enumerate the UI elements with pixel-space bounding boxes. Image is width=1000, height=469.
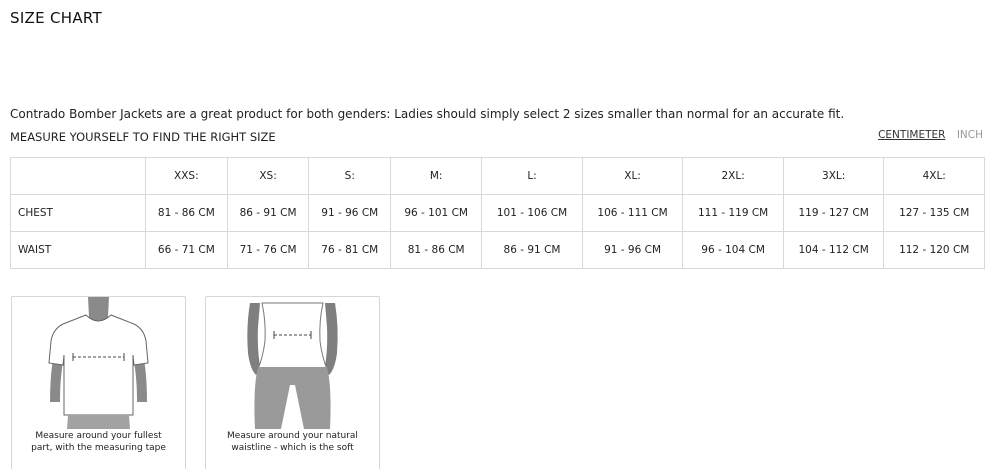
- table-cell: 81 - 86 CM: [391, 232, 482, 269]
- table-cell: 119 - 127 CM: [783, 195, 884, 232]
- unit-inch-button[interactable]: INCH: [956, 129, 983, 141]
- unit-centimeter-button[interactable]: CENTIMETER: [878, 129, 946, 141]
- table-header-cell: M:: [391, 158, 482, 195]
- table-cell: 86 - 91 CM: [227, 195, 309, 232]
- size-table: [10, 157, 985, 269]
- torso-shape: [258, 303, 327, 369]
- table-cell: 91 - 96 CM: [582, 232, 683, 269]
- chest-measurement-caption: [18, 430, 179, 454]
- unit-toggle: [878, 129, 983, 141]
- row-label-chest: CHEST: [11, 195, 146, 232]
- page-title: SIZE CHART: [10, 9, 102, 27]
- table-cell: 66 - 71 CM: [146, 232, 228, 269]
- right-arm-shape: [324, 303, 338, 375]
- table-header-cell: XXS:: [146, 158, 228, 195]
- trousers-shape: [254, 367, 330, 429]
- table-cell: 96 - 101 CM: [391, 195, 482, 232]
- table-header-row: [11, 158, 985, 195]
- table-header-cell: S:: [309, 158, 391, 195]
- caption-line: Measure around your fullest: [35, 431, 162, 441]
- waist-measurement-icon: [206, 297, 379, 429]
- tshirt-shape: [49, 315, 148, 415]
- waist-measurement-card: [205, 296, 380, 469]
- row-label-waist: WAIST: [11, 232, 146, 269]
- caption-line: part, with the measuring tape: [31, 443, 166, 453]
- table-cell: 76 - 81 CM: [309, 232, 391, 269]
- table-header-cell: 3XL:: [783, 158, 884, 195]
- measure-heading: MEASURE YOURSELF TO FIND THE RIGHT SIZE: [10, 130, 276, 144]
- table-cell: 111 - 119 CM: [683, 195, 784, 232]
- table-cell: 71 - 76 CM: [227, 232, 309, 269]
- waist-measurement-caption: [212, 430, 373, 454]
- table-row: [11, 195, 985, 232]
- table-header-cell: XS:: [227, 158, 309, 195]
- caption-line: Measure around your natural: [227, 431, 358, 441]
- table-header-cell: 4XL:: [884, 158, 985, 195]
- chest-measurement-card: [11, 296, 186, 469]
- table-cell: 86 - 91 CM: [482, 232, 583, 269]
- table-cell: 91 - 96 CM: [309, 195, 391, 232]
- table-header-cell: [11, 158, 146, 195]
- left-arm-shape: [247, 303, 261, 375]
- table-cell: 81 - 86 CM: [146, 195, 228, 232]
- table-cell: 104 - 112 CM: [783, 232, 884, 269]
- table-cell: 127 - 135 CM: [884, 195, 985, 232]
- chest-measurement-icon: [12, 297, 185, 429]
- table-cell: 106 - 111 CM: [582, 195, 683, 232]
- table-header-cell: XL:: [582, 158, 683, 195]
- caption-line: waistline - which is the soft: [231, 443, 354, 453]
- table-cell: 101 - 106 CM: [482, 195, 583, 232]
- table-header-cell: 2XL:: [683, 158, 784, 195]
- lower-body-shape: [67, 415, 130, 429]
- table-cell: 112 - 120 CM: [884, 232, 985, 269]
- table-header-cell: L:: [482, 158, 583, 195]
- table-cell: 96 - 104 CM: [683, 232, 784, 269]
- table-row: [11, 232, 985, 269]
- intro-text: Contrado Bomber Jackets are a great product for both genders: Ladies should simply select 2 sizes smaller than normal for an accurate fit.: [10, 107, 845, 121]
